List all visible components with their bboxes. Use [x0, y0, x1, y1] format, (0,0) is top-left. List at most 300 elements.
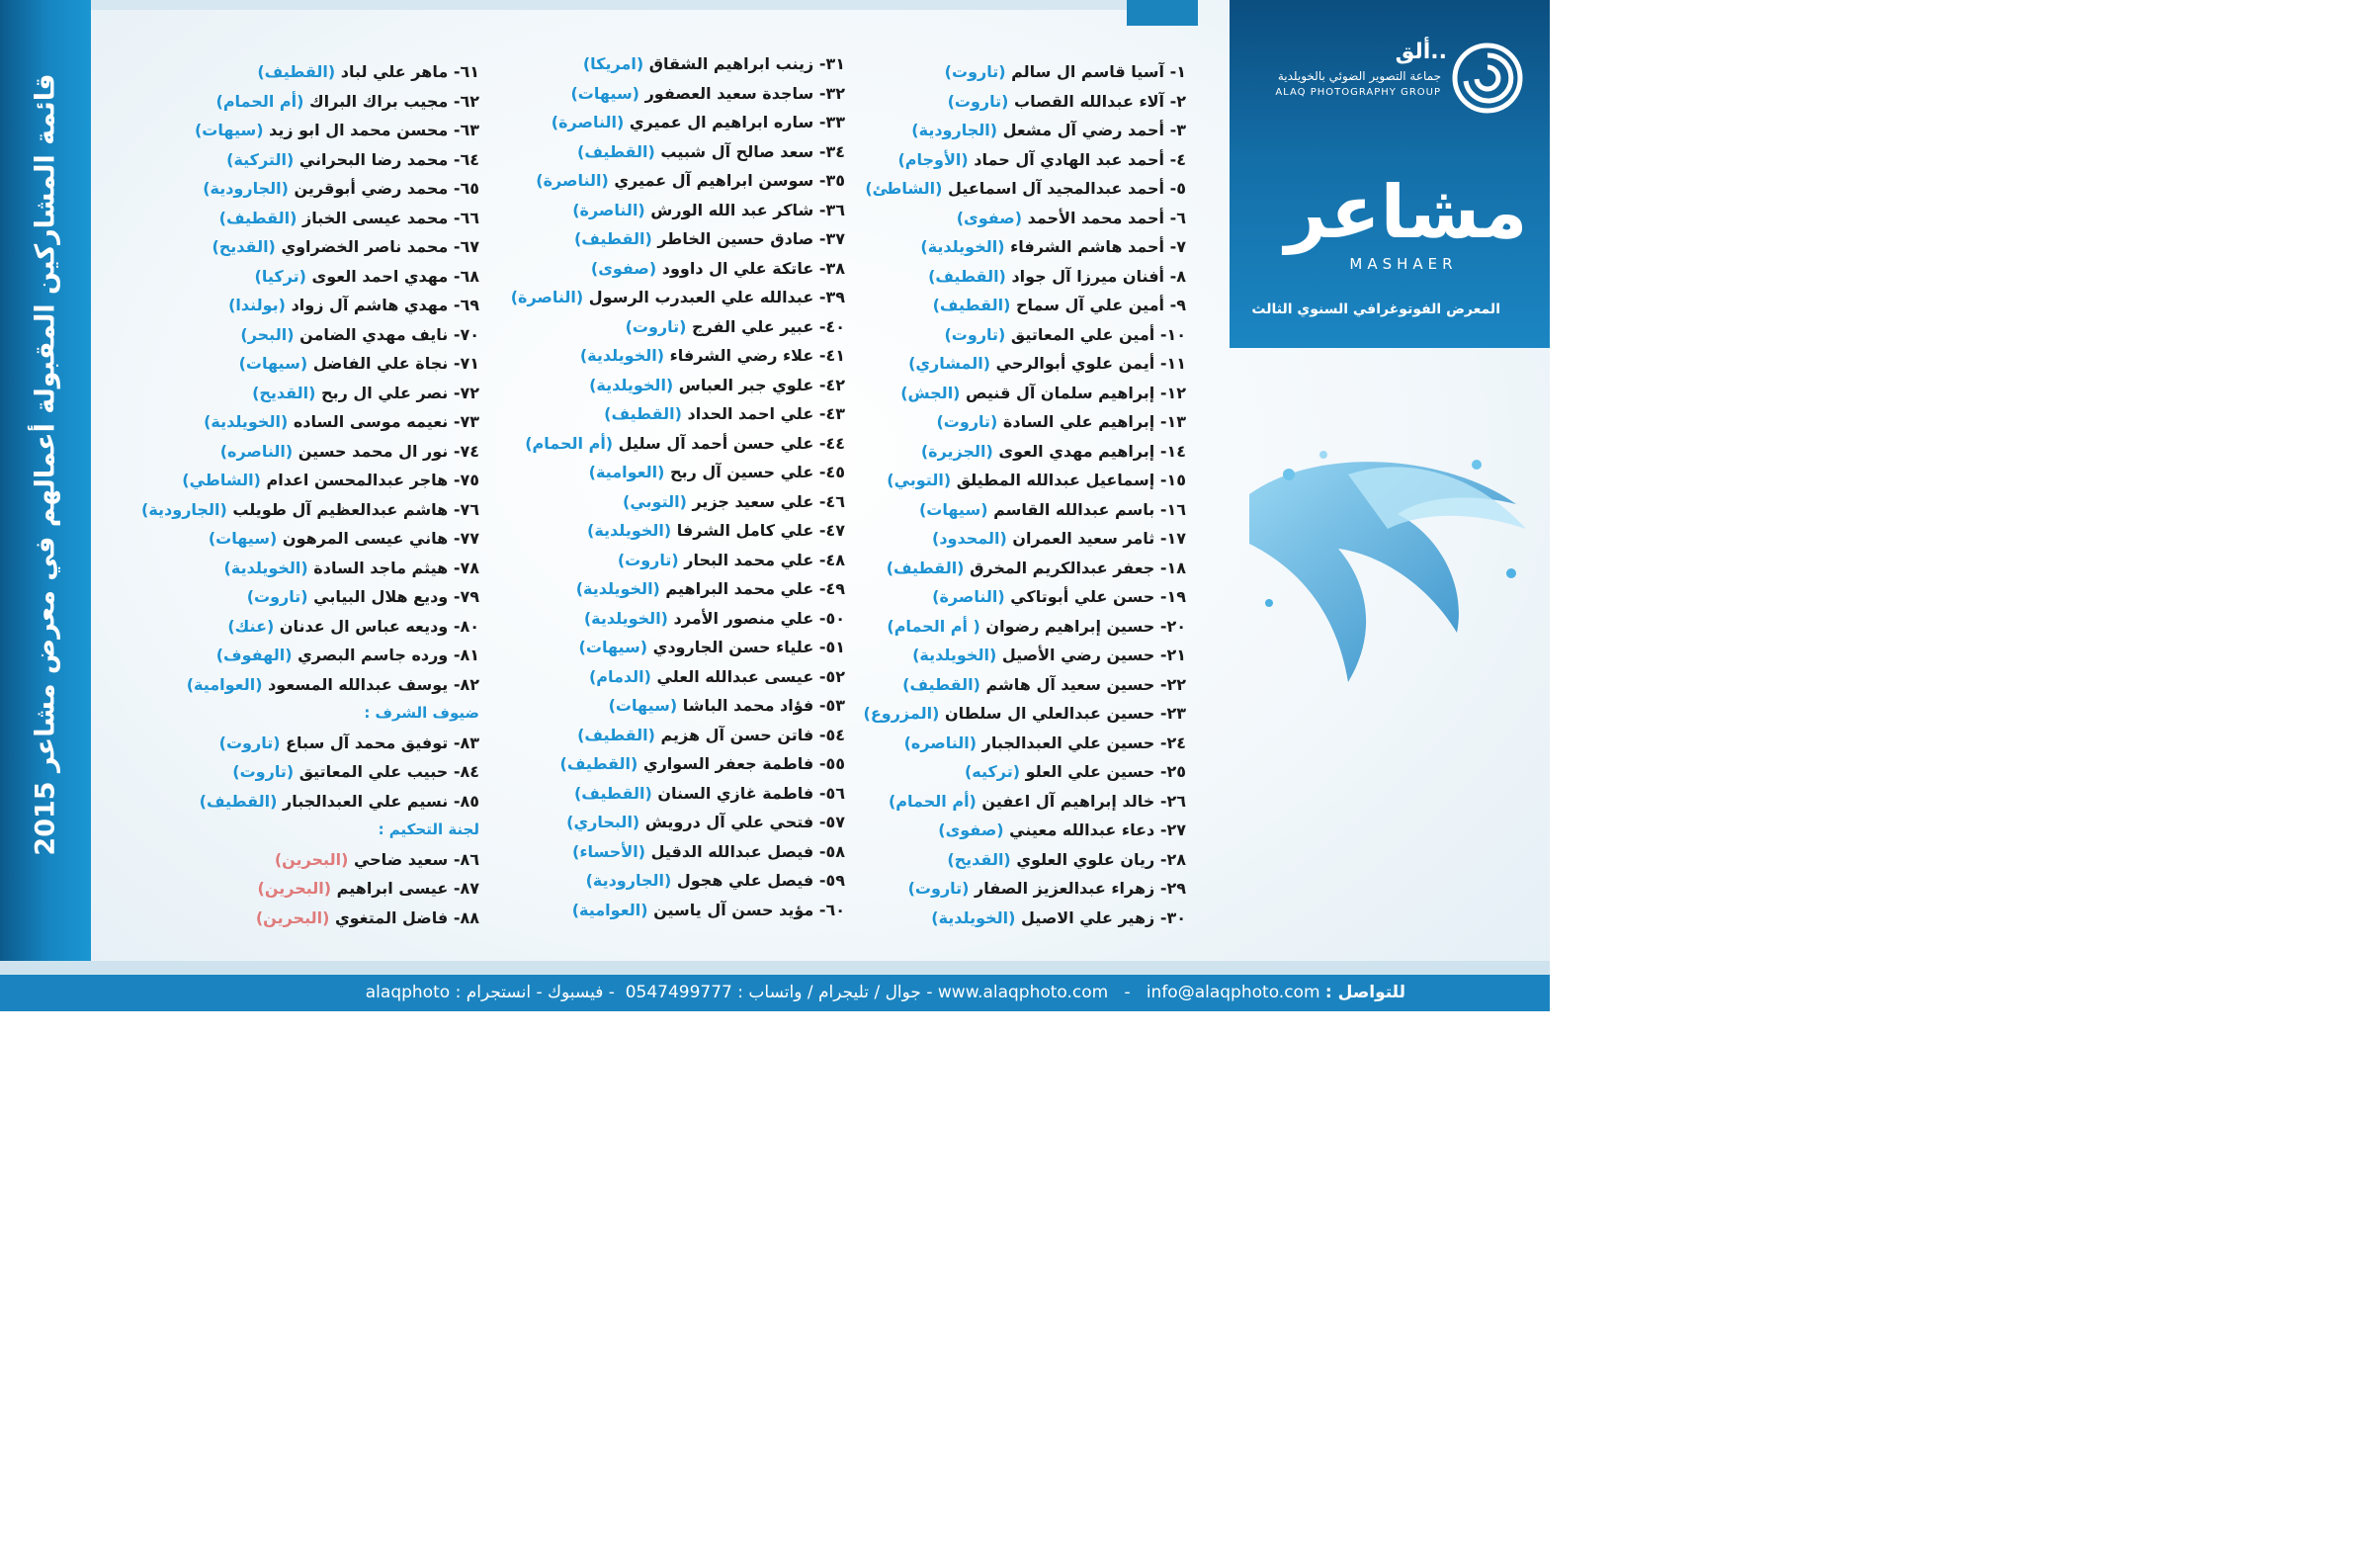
participant-city: (الشاطي) — [182, 471, 261, 489]
participant-name: مجيب براك البراك — [303, 91, 454, 111]
participant-row — [870, 670, 1186, 700]
participant-number: ٧١- — [453, 354, 479, 373]
participant-city: (الخويلدية) — [575, 579, 660, 598]
participant-number: ٨٦- — [453, 849, 479, 869]
participant-city: (الخويلدية) — [912, 646, 997, 664]
participant-city: (سيهات) — [238, 354, 308, 373]
participant-row — [128, 232, 479, 262]
participant-name: محمد عيسى الخباز — [297, 208, 454, 227]
participant-row — [494, 779, 845, 809]
participant-row — [494, 574, 845, 604]
participant-number: ٦٣- — [453, 121, 479, 139]
participant-number: ٣٥- — [818, 171, 845, 190]
participant-number: ٥٢- — [818, 666, 845, 686]
participant-row — [128, 874, 479, 904]
participant-row — [870, 582, 1186, 612]
participant-row — [870, 495, 1186, 525]
participant-city: (الجزيرة) — [920, 441, 993, 461]
participant-name: زهراء عبدالعزيز الصفار — [969, 879, 1160, 898]
participant-name: محمد ناصر الخضراوي — [275, 237, 454, 256]
participant-city: (سيهات) — [608, 696, 678, 715]
participant-city: (البحرين) — [274, 849, 349, 869]
participant-number: ٣١- — [818, 54, 845, 73]
participant-number: ٤٤- — [818, 433, 845, 453]
participant-number: ٧٧- — [453, 529, 479, 548]
participant-name: إبراهيم سلمان آل قنيص — [960, 383, 1160, 402]
participant-name: مؤيد حسن آل ياسين — [647, 900, 819, 919]
participant-city: (الجارودية) — [141, 499, 227, 519]
participant-city: (العوامية) — [588, 463, 665, 481]
guests-heading: ضيوف الشرف : — [364, 704, 479, 722]
participant-row — [870, 641, 1186, 670]
participant-number: ٢٢- — [1159, 674, 1186, 694]
participant-row — [494, 633, 845, 662]
poster — [0, 0, 1550, 1011]
participant-row — [128, 495, 479, 525]
participant-row — [870, 524, 1186, 554]
participant-city: (عنك) — [227, 616, 275, 636]
participant-city: (القطيف) — [218, 208, 298, 227]
participant-city: (المحدود) — [932, 529, 1007, 548]
participant-name: ساره ابراهيم ال عميري — [624, 113, 819, 131]
participant-number: ٥١- — [818, 638, 845, 656]
participant-city: (سيهات) — [208, 529, 278, 548]
participant-row — [870, 320, 1186, 350]
participant-number: ٧٨- — [453, 558, 479, 577]
participant-name: فيصل عبدالله الدقيل — [645, 841, 819, 861]
participant-number: ٣٣- — [818, 113, 845, 131]
participant-row — [494, 837, 845, 867]
participant-name: علي احمد الحداد — [681, 404, 819, 423]
participant-name: عبير علي الفرج — [686, 316, 819, 336]
participant-number: ٨٣- — [453, 733, 479, 752]
participant-name: فاطمة جعفر السواري — [638, 754, 819, 773]
participant-row — [870, 729, 1186, 758]
participant-row — [494, 808, 845, 837]
participant-city: (الدمام) — [588, 666, 651, 686]
participant-name: فيصل علي هجول — [671, 871, 819, 890]
participant-row — [128, 291, 479, 320]
footer-separator: - — [1124, 983, 1131, 1002]
participant-number: ٤٦- — [818, 491, 845, 511]
participant-name: علي حسن أحمد آل سليل — [613, 433, 819, 453]
logo-english-name: ALAQ PHOTOGRAPHY GROUP — [1275, 87, 1441, 98]
participant-row — [128, 145, 479, 175]
participant-number: ٢٣- — [1159, 704, 1186, 723]
top-bar — [91, 0, 1198, 10]
participant-city: ( أم الحمام) — [887, 616, 980, 636]
participant-city: (المزروع) — [863, 704, 940, 723]
participant-row — [494, 749, 845, 779]
participant-city: (سيهات) — [194, 121, 264, 139]
guests-list — [128, 729, 479, 817]
participant-city: (القطيف) — [573, 783, 652, 803]
participant-number: ١- — [1169, 62, 1186, 81]
participant-name: ريان علوي العلوي — [1010, 849, 1160, 869]
footer-contact-label: للتواصل : — [1324, 983, 1405, 1002]
participant-name: سعد صالح آل شبيب — [654, 141, 819, 161]
participant-row — [494, 721, 845, 750]
participant-row — [128, 641, 479, 670]
participant-row — [494, 79, 845, 109]
exhibition-title: مشاعر — [1285, 170, 1528, 255]
participant-row — [128, 116, 479, 145]
participant-city: (صفوى) — [956, 208, 1023, 227]
participant-name: ساجدة سعيد العصفور — [639, 83, 819, 103]
participant-name: إسماعيل عبدالله المطيلق — [951, 471, 1160, 489]
participant-name: عيسى ابراهيم — [331, 879, 454, 898]
participant-city: (القطيف) — [573, 229, 652, 248]
participant-city: (تاروت) — [218, 733, 281, 752]
participant-number: ٨- — [1169, 266, 1186, 286]
participant-number: ٢٧- — [1159, 820, 1186, 839]
participant-city: (القديح) — [212, 237, 276, 256]
footer-line — [366, 975, 1405, 1011]
participant-name: إبراهيم مهدي العوى — [992, 441, 1160, 461]
participant-name: هاجر عبدالمحسن اعدام — [260, 471, 454, 489]
participant-name: حسين إبراهيم رضوان — [979, 616, 1160, 636]
participant-city: (القطيف) — [886, 558, 965, 577]
participant-row — [128, 349, 479, 379]
participant-number: ٣٤- — [818, 141, 845, 161]
participant-number: ٤- — [1169, 149, 1186, 169]
participant-name: توفيق محمد آل سباع — [280, 733, 454, 752]
footer-phone[interactable]: 0547499777 — [625, 983, 732, 1002]
participant-city: (الخويلدية) — [583, 608, 668, 628]
participant-name: وديع هلال البيابي — [307, 587, 454, 606]
vertical-title: قائمة المشاركين المقبولة أعمالهم في معرض مشاعر 2015 — [30, 73, 61, 856]
participant-row — [128, 437, 479, 467]
participant-row — [870, 874, 1186, 904]
footer-social[interactable]: alaqphoto — [365, 983, 451, 1002]
participant-number: ٢١- — [1159, 646, 1186, 664]
participant-number: ٨٢- — [453, 674, 479, 694]
participant-number: ٥٩- — [818, 871, 845, 890]
participant-number: ٥- — [1169, 179, 1186, 198]
participant-name: نعيمه موسى الساده — [288, 412, 454, 431]
participant-city: (تاروت) — [936, 412, 998, 431]
participant-city: (صفوى) — [938, 820, 1004, 839]
participant-name: محمد رضي أبوقرين — [288, 179, 454, 198]
participant-number: ٤٩- — [818, 579, 845, 598]
participant-name: ورده جاسم البصري — [292, 646, 454, 664]
participant-number: ٨٠- — [453, 616, 479, 636]
participant-row — [870, 57, 1186, 87]
participant-number: ١٥- — [1159, 471, 1186, 489]
alaq-logo-icon — [1451, 42, 1524, 115]
judges-list — [128, 845, 479, 933]
participant-city: (تاروت) — [617, 550, 679, 569]
participant-row — [870, 204, 1186, 233]
participant-city: (تاروت) — [944, 62, 1006, 81]
participant-city: (القطيف) — [604, 404, 682, 423]
footer-social-label: - فيسبوك - انستجرام : — [455, 983, 615, 1002]
participant-city: (الخويلدية) — [204, 412, 289, 431]
participant-name: أيمن علوي أبوالرحي — [990, 354, 1160, 373]
participant-city: (الخويلدية) — [589, 375, 674, 394]
participant-name: شاكر عبد الله الورش — [644, 200, 819, 219]
participant-city: (القطيف) — [902, 674, 980, 694]
participant-name: حسن علي أبوتاكي — [1004, 587, 1160, 606]
participant-number: ٦٥- — [453, 179, 479, 198]
participant-number: ٣٨- — [818, 258, 845, 278]
participant-row — [870, 379, 1186, 408]
participant-number: ١٦- — [1159, 499, 1186, 519]
participant-name: أحمد محمد الأحمد — [1022, 208, 1170, 227]
participant-name: محمد رضا البحراني — [294, 149, 454, 169]
participant-row — [870, 787, 1186, 817]
participant-row — [494, 254, 845, 284]
participant-number: ١٨- — [1159, 558, 1186, 577]
participant-name: نجاة علي الفاضل — [307, 354, 454, 373]
logo-arabic-name: جماعة التصوير الضوئي بالخويلدية — [1277, 69, 1441, 83]
participant-city: (الجارودية) — [585, 871, 672, 890]
participant-row — [870, 816, 1186, 845]
participant-city: (التوبي) — [623, 491, 687, 511]
participant-name: علي كامل الشرفا — [671, 521, 819, 540]
participant-row — [128, 320, 479, 350]
participant-row — [128, 757, 479, 787]
participant-city: (تاروت) — [232, 762, 295, 781]
participant-row — [128, 670, 479, 700]
participant-row — [128, 524, 479, 554]
participant-name: علاء رضي الشرفاء — [664, 346, 819, 365]
participant-row — [870, 291, 1186, 320]
contact-footer — [0, 975, 1550, 1011]
participant-city: (القطيف) — [928, 266, 1006, 286]
participant-number: ٥٦- — [818, 783, 845, 803]
footer-email[interactable]: info@alaqphoto.com — [1146, 983, 1320, 1002]
participant-city: (سيهات) — [578, 638, 648, 656]
participant-row — [870, 845, 1186, 875]
participant-name: نصر علي ال ربح — [315, 383, 454, 402]
participant-name: حبيب علي المعاتيق — [294, 762, 454, 781]
participant-name: يوسف عبدالله المسعود — [262, 674, 454, 694]
participants-column-2 — [494, 49, 845, 924]
participant-city: (تركيه) — [964, 762, 1021, 781]
participant-number: ٤١- — [818, 346, 845, 365]
participant-number: ١٤- — [1159, 441, 1186, 461]
participant-city: (تاروت) — [944, 324, 1006, 344]
participant-name: حسين سعيد آل هاشم — [979, 674, 1160, 694]
participant-row — [870, 349, 1186, 379]
participant-number: ٥٥- — [818, 754, 845, 773]
participant-row — [128, 174, 479, 204]
participant-name: علي منصور الأمرد — [667, 608, 819, 628]
participant-name: علي حسين آل ربح — [664, 463, 819, 481]
participant-number: ١٧- — [1159, 529, 1186, 548]
participant-number: ٧٩- — [453, 587, 479, 606]
participant-name: فاتن حسن آل هزيم — [654, 725, 819, 744]
participant-number: ٣- — [1169, 121, 1186, 139]
participant-number: ٤٨- — [818, 550, 845, 569]
participant-name: أحمد هاشم الشرفاء — [1004, 237, 1170, 256]
participant-row — [494, 429, 845, 459]
participant-name: باسم عبدالله القاسم — [987, 499, 1160, 519]
participant-city: (القطيف) — [932, 296, 1011, 314]
participant-city: (القطيف) — [257, 62, 336, 81]
participant-number: ٣٢- — [818, 83, 845, 103]
participant-name: حسين علي العبدالجبار — [977, 733, 1160, 752]
participant-city: (الناصره) — [219, 441, 294, 461]
participant-row — [494, 896, 845, 925]
participant-city: (البحاري) — [566, 813, 640, 831]
participant-name: علي محمد البراهيم — [659, 579, 819, 598]
participant-city: (القديح) — [252, 383, 316, 402]
participant-number: ٢٦- — [1159, 791, 1186, 811]
participant-number: ٥٣- — [818, 696, 845, 715]
participant-row — [494, 399, 845, 429]
participant-number: ٧٥- — [453, 471, 479, 489]
participant-number: ٦٢- — [453, 91, 479, 111]
participant-row — [494, 312, 845, 342]
participant-row — [494, 516, 845, 546]
participant-number: ٦- — [1169, 208, 1186, 227]
participants-column-3 — [128, 57, 479, 932]
participant-city: (تاروت) — [246, 587, 308, 606]
participant-name: زينب ابراهيم الشقاق — [643, 54, 819, 73]
participant-name: حسين عبدالعلي ال سلطان — [939, 704, 1160, 723]
participant-city: (تركيا) — [254, 266, 306, 286]
participant-number: ٦٧- — [453, 237, 479, 256]
participant-name: نور ال محمد حسين — [293, 441, 454, 461]
participant-city: (الخويلدية) — [931, 907, 1016, 927]
participant-row — [128, 466, 479, 495]
participant-row — [128, 845, 479, 875]
participant-row — [494, 49, 845, 79]
participant-row — [494, 458, 845, 487]
participant-name: علي محمد البحار — [678, 550, 819, 569]
participant-number: ٧٠- — [453, 324, 479, 344]
participant-row — [128, 379, 479, 408]
participant-city: (القطيف) — [577, 141, 655, 161]
participant-city: (تاروت) — [947, 91, 1009, 111]
participant-name: علوي جبر العباس — [673, 375, 819, 394]
participant-name: وديعه عباس ال عدنان — [274, 616, 454, 636]
participant-city: (الشاطئ) — [865, 179, 943, 198]
participant-name: عيسى عبدالله العلي — [650, 666, 819, 686]
participant-city: (أم الحمام) — [888, 791, 977, 811]
participant-name: أحمد عبدالمجيد آل اسماعيل — [942, 179, 1170, 198]
participant-name: صادق حسين الخاطر — [651, 229, 819, 248]
participant-row — [128, 554, 479, 583]
participant-number: ٤٣- — [818, 404, 845, 423]
participant-row — [128, 407, 479, 437]
participant-row — [494, 341, 845, 371]
participant-number: ١١- — [1159, 354, 1186, 373]
participant-name: حسين رضي الأصيل — [996, 646, 1160, 664]
participant-row — [870, 612, 1186, 642]
participant-number: ٢- — [1169, 91, 1186, 111]
participant-city: (بولندا) — [228, 296, 286, 314]
participant-number: ٨٧- — [453, 879, 479, 898]
participant-number: ٤٥- — [818, 463, 845, 481]
participant-city: (القطيف) — [199, 791, 278, 811]
participant-name: عبدالله علي العبدرب الرسول — [583, 288, 819, 306]
participant-city: (الناصرة) — [536, 171, 609, 190]
participant-row — [870, 116, 1186, 145]
participant-row — [870, 87, 1186, 117]
participant-row — [494, 604, 845, 634]
participant-name: أمين علي المعاتيق — [1005, 324, 1160, 344]
participant-name: آلاء عبدالله القصاب — [1008, 91, 1170, 111]
participant-name: هاشم عبدالعظيم آل طويلب — [226, 499, 454, 519]
participant-city: (العوامية) — [571, 900, 648, 919]
participant-city: (الخويلدية) — [579, 346, 665, 365]
participant-row — [870, 232, 1186, 262]
participant-row — [494, 137, 845, 167]
participant-city: (القديح) — [947, 849, 1011, 869]
participant-number: ٧٣- — [453, 412, 479, 431]
participant-row — [494, 487, 845, 517]
participant-city: (البحرين) — [257, 879, 332, 898]
participant-name: ماهر علي لباد — [335, 62, 454, 81]
participant-number: ٦٩- — [453, 296, 479, 314]
exhibition-title-en: MASHAER — [1349, 255, 1458, 273]
participant-city: (الخويلدية) — [920, 237, 1005, 256]
participant-name: أفنان ميرزا آل جواد — [1005, 266, 1170, 286]
participant-city: (القطيف) — [559, 754, 638, 773]
participant-city: (الأحساء) — [572, 841, 646, 861]
participant-name: أحمد رضي آل مشعل — [997, 121, 1170, 139]
participant-city: (الجارودية) — [203, 179, 289, 198]
participant-city: (الناصرة) — [551, 113, 625, 131]
participant-number: ١٠- — [1159, 324, 1186, 344]
participant-row — [870, 407, 1186, 437]
participant-name: هاني عيسى المرهون — [277, 529, 454, 548]
participant-number: ٥٨- — [818, 841, 845, 861]
participant-name: إبراهيم علي السادة — [997, 412, 1160, 431]
participant-row — [494, 546, 845, 575]
participant-city: (الجش) — [900, 383, 961, 402]
participant-row — [494, 196, 845, 225]
participant-city: (الخويلدية) — [223, 558, 308, 577]
participant-number: ٤٠- — [818, 316, 845, 336]
participant-name: فتحي علي آل درويش — [639, 813, 819, 831]
participant-name: زهير علي الاصيل — [1015, 907, 1160, 927]
participant-row — [128, 582, 479, 612]
participant-city: (التركية) — [226, 149, 295, 169]
participant-city: (البحرين) — [255, 907, 330, 927]
participant-number: ٥٠- — [818, 608, 845, 628]
participant-name: سوسن ابراهيم آل عميري — [608, 171, 819, 190]
participant-city: (البحر) — [240, 324, 295, 344]
participants-column-1 — [863, 57, 1186, 932]
footer-website[interactable]: www.alaqphoto.com — [937, 983, 1109, 1002]
participant-row — [870, 554, 1186, 583]
participant-city: (تاروت) — [625, 316, 687, 336]
participant-number: ٧٦- — [453, 499, 479, 519]
judges-heading: لجنة التحكيم : — [378, 820, 479, 838]
participant-number: ٢٤- — [1159, 733, 1186, 752]
participant-name: ثامر سعيد العمران — [1006, 529, 1160, 548]
participant-row — [128, 204, 479, 233]
participant-name: سعيد ضاحي — [348, 849, 454, 869]
participant-number: ٦١- — [453, 62, 479, 81]
participant-name: آسيا قاسم ال سالم — [1005, 62, 1170, 81]
participant-name: جعفر عبدالكريم المخرق — [964, 558, 1160, 577]
participant-row — [865, 174, 1186, 204]
participant-name: مهدي احمد العوى — [305, 266, 454, 286]
participant-name: أحمد عبد الهادي آل حماد — [968, 149, 1170, 169]
participant-city: (التوبي) — [887, 471, 952, 489]
participant-row — [128, 612, 479, 642]
participant-name: فؤاد محمد الباشا — [677, 696, 819, 715]
participant-city: (العوامية) — [186, 674, 263, 694]
exhibition-subtitle: المعرض الفوتوغرافي السنوي الثالث — [1251, 302, 1500, 317]
participant-city: (أم الحمام) — [525, 433, 614, 453]
participant-number: ٣٦- — [818, 200, 845, 219]
